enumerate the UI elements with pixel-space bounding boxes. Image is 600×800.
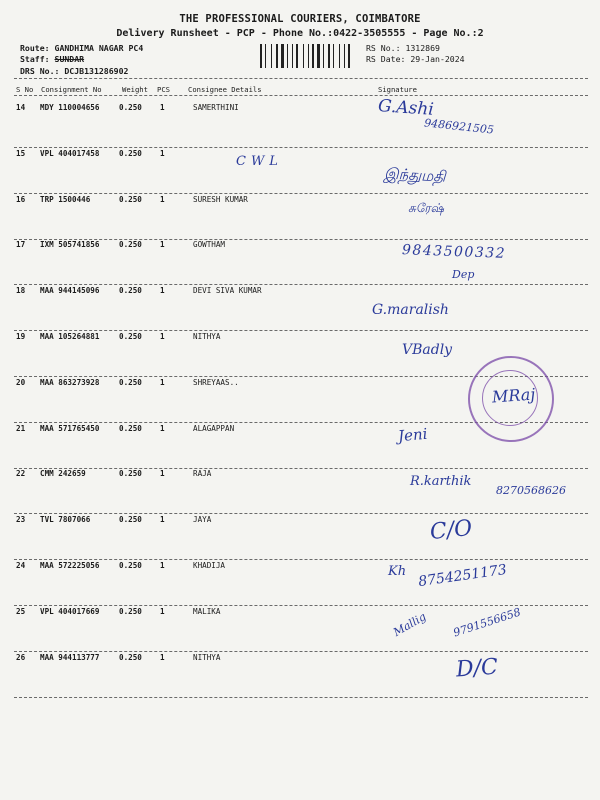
phone-25: 9791556658: [451, 605, 523, 640]
table-row: [0, 103, 600, 148]
barcode-bar: [276, 44, 278, 68]
sno-cell: 15: [16, 148, 26, 158]
sno-cell: 18: [16, 286, 26, 296]
company-title: THE PROFESSIONAL COURIERS, COIMBATORE: [179, 13, 421, 25]
col-pcs-header: PCS: [157, 85, 170, 94]
pcs-cell: 1: [160, 240, 165, 250]
pcs-cell: 1: [160, 194, 165, 204]
weight-cell: 0.250: [119, 148, 142, 158]
pcs-cell: 1: [160, 423, 165, 433]
sno-cell: 24: [16, 561, 26, 570]
consignment-cell: IXM 505741856: [40, 240, 100, 250]
table-row: [0, 286, 600, 331]
consignment-cell: MAA 105264881: [40, 332, 100, 341]
staff-label: Staff:: [20, 54, 50, 64]
barcode-bar: [317, 44, 320, 68]
table-row: [0, 515, 600, 560]
consignment-cell: MDY 110004656: [40, 103, 100, 112]
drs-line: [20, 66, 128, 76]
consignment-cell: MAA 944113777: [40, 652, 100, 662]
table-row: [0, 653, 600, 698]
pcs-cell: 1: [160, 103, 165, 112]
phone-22: 8270568626: [496, 484, 566, 497]
phone-17: 9843500332: [401, 242, 507, 262]
barcode-bar: [333, 44, 334, 68]
barcode-bar: [299, 44, 302, 68]
sno-cell: 19: [16, 332, 26, 341]
sno-cell: 25: [16, 606, 26, 616]
staff-value: SUNDAR: [54, 54, 85, 64]
staff-line: [20, 54, 84, 64]
barcode-bar: [312, 44, 314, 68]
pcs-cell: 1: [160, 286, 165, 296]
barcode-bar: [271, 44, 272, 68]
weight-cell: 0.250: [119, 240, 142, 250]
rs-date-value: 29-Jan-2024: [410, 54, 465, 64]
table-row: [0, 149, 600, 194]
barcode-bar: [308, 44, 309, 68]
barcode-bar: [292, 44, 293, 68]
consignee-cell: SURESH KUMAR: [193, 194, 248, 204]
sno-cell: 14: [16, 103, 26, 112]
table-row: [0, 195, 600, 240]
pcs-cell: 1: [160, 652, 165, 662]
consignment-cell: CMM 242659: [40, 469, 86, 479]
consignment-cell: TVL 7807066: [40, 515, 91, 525]
signature-22: R.karthik: [410, 474, 472, 489]
signature-19: VBadly: [402, 342, 453, 358]
barcode-bar: [310, 44, 311, 68]
rs-date-line: [366, 54, 465, 64]
table-row: [0, 561, 600, 606]
barcode-bar: [263, 44, 264, 68]
signature-21: Jeni: [397, 424, 429, 446]
consignee-cell: DEVI SIVA KUMAR: [193, 286, 262, 296]
weight-cell: 0.250: [119, 515, 142, 525]
weight-cell: 0.250: [119, 652, 142, 662]
signature-25: Mallig: [391, 610, 429, 639]
signature-14: G.Ashi: [377, 96, 435, 120]
consignee-cell: SHREYAAS..: [193, 377, 239, 387]
consignment-cell: MAA 863273928: [40, 377, 100, 387]
weight-cell: 0.250: [119, 194, 142, 204]
col-sno-header: S No: [16, 85, 34, 94]
row-divider: [14, 697, 588, 698]
pcs-cell: 1: [160, 377, 165, 387]
rs-no-line: [366, 43, 440, 53]
barcode-bar: [279, 44, 280, 68]
barcode-bar: [328, 44, 330, 68]
barcode-bar: [294, 44, 295, 68]
barcode-bar: [348, 44, 350, 68]
signature-16: சுரேஷ்: [408, 201, 444, 215]
signature-26: D/C: [455, 654, 499, 683]
barcode-bar: [265, 44, 266, 68]
rs-no-value: 1312869: [405, 43, 440, 53]
signature-20: MRaj: [491, 384, 536, 407]
drs-label: DRS No.:: [20, 66, 60, 76]
consignee-cell: RAJA: [193, 469, 212, 479]
barcode-bar: [281, 44, 284, 68]
consignee-cell: GOWTHAM: [193, 240, 226, 250]
route-line: [20, 43, 143, 53]
sno-cell: 26: [16, 652, 26, 662]
barcode-bar: [287, 44, 288, 68]
consignee-cell: ALAGAPPAN: [193, 423, 235, 433]
consignee-cell: NITHYA: [193, 332, 221, 341]
sno-cell: 17: [16, 240, 26, 250]
pcs-cell: 1: [160, 606, 165, 616]
pcs-cell: 1: [160, 561, 165, 570]
consignment-cell: MAA 944145096: [40, 286, 100, 296]
barcode-bar: [315, 44, 316, 68]
consignment-cell: TRP 1500446: [40, 194, 91, 204]
col-signature-header: Signature: [378, 85, 417, 94]
weight-cell: 0.250: [119, 332, 142, 341]
phone-24: 8754251173: [417, 561, 508, 591]
weight-cell: 0.250: [119, 423, 142, 433]
signature-15: இந்துமதி: [383, 164, 447, 186]
barcode-bar: [339, 44, 340, 68]
barcode-bar: [351, 44, 352, 68]
barcode-bar: [346, 44, 347, 68]
drs-value: DCJB131286902: [64, 66, 129, 76]
consignee-cell: SAMERTHINI: [193, 103, 239, 112]
table-row: [0, 240, 600, 285]
sno-cell: 16: [16, 194, 26, 204]
signature-23: C/O: [428, 515, 474, 546]
barcode-bar: [260, 44, 262, 68]
col-consignment-header: Consignment No: [41, 85, 102, 94]
barcode-image: [260, 44, 355, 68]
consignee-cell: KHADIJA: [193, 561, 226, 570]
header-rule-top: [14, 78, 588, 79]
barcode-bar: [267, 44, 270, 68]
consignment-cell: VPL 404017458: [40, 148, 100, 158]
pcs-cell: 1: [160, 148, 165, 158]
barcode-bar: [273, 44, 275, 68]
consignment-cell: MAA 571765450: [40, 423, 100, 433]
weight-cell: 0.250: [119, 377, 142, 387]
barcode-bar: [341, 44, 343, 68]
barcode-bar: [321, 44, 322, 68]
barcode-bar: [335, 44, 338, 68]
weight-cell: 0.250: [119, 103, 142, 112]
note-15: CWL: [236, 154, 283, 169]
signature-18: G.maralish: [372, 302, 449, 318]
weight-cell: 0.250: [119, 606, 142, 616]
sno-cell: 20: [16, 377, 26, 387]
consignee-cell: MALIKA: [193, 606, 221, 616]
pcs-cell: 1: [160, 515, 165, 525]
signature-24: Kh: [388, 564, 407, 579]
signature-17: Dep: [452, 268, 475, 281]
weight-cell: 0.250: [119, 561, 142, 570]
pcs-cell: 1: [160, 332, 165, 341]
weight-cell: 0.250: [119, 469, 142, 479]
phone-14: 9486921505: [423, 116, 495, 137]
route-label: Route:: [20, 43, 50, 53]
col-weight-header: Weight: [122, 85, 148, 94]
pcs-cell: 1: [160, 469, 165, 479]
rs-date-label: RS Date:: [366, 54, 406, 64]
rs-no-label: RS No.:: [366, 43, 401, 53]
sno-cell: 23: [16, 515, 26, 525]
barcode-bar: [285, 44, 286, 68]
barcode-bar: [325, 44, 327, 68]
barcode-bar: [296, 44, 298, 68]
runsheet-subtitle: Delivery Runsheet - PCP - Phone No.:0422-3505555 - Page No.:2: [116, 28, 484, 39]
barcode-bar: [344, 44, 345, 68]
consignee-cell: JAYA: [193, 515, 212, 525]
consignee-cell: NITHYA: [193, 652, 221, 662]
consignment-cell: MAA 572225056: [40, 561, 100, 570]
sno-cell: 21: [16, 423, 26, 433]
consignment-cell: VPL 404017669: [40, 606, 100, 616]
barcode-bar: [305, 44, 307, 68]
barcode-bar: [289, 44, 291, 68]
route-value: GANDHIMA NAGAR PC4: [54, 43, 144, 53]
sno-cell: 22: [16, 469, 26, 479]
weight-cell: 0.250: [119, 286, 142, 296]
col-consignee-header: Consignee Details: [188, 85, 262, 94]
barcode-bar: [303, 44, 304, 68]
barcode-bar: [323, 44, 324, 68]
barcode-bar: [331, 44, 332, 68]
header-rule-bottom: [14, 95, 588, 96]
